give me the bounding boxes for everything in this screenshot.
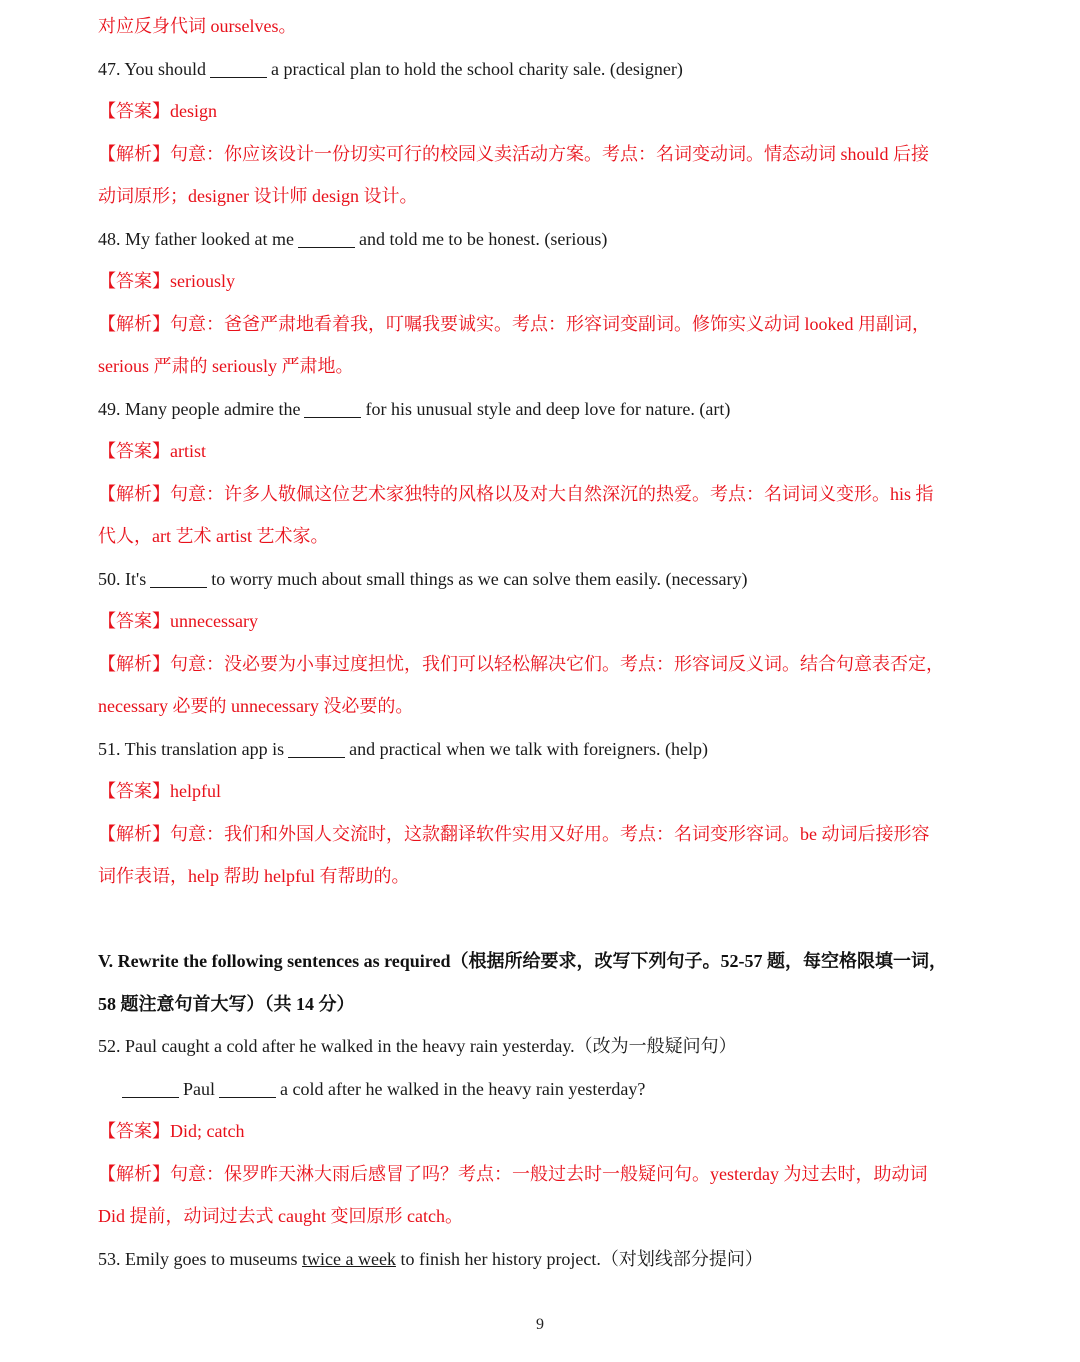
question-52: 52. Paul caught a cold after he walked in the heavy rain yesterday.（改为一般疑问句）	[98, 1036, 737, 1056]
question-50: 50. It's to worry much about small things as we can solve them easily. (necessary)	[98, 568, 748, 589]
question-47: 47. You should a practical plan to hold the school charity sale. (designer)	[98, 58, 683, 79]
analysis-48-line1: 【解析】句意：爸爸严肃地看着我，叮嘱我要诚实。考点：形容词变副词。修饰实义动词 looked 用副词，	[98, 313, 930, 334]
answer-blank	[122, 1077, 179, 1098]
question-48: 48. My father looked at me and told me to be honest. (serious)	[98, 228, 608, 249]
analysis-50-line2: necessary 必要的 unnecessary 没必要的。	[98, 696, 414, 716]
section-heading-line2: 58 题注意句首大写）（共 14 分）	[98, 993, 355, 1014]
answer-51: 【答案】helpful	[98, 781, 221, 801]
answer-50: 【答案】unnecessary	[98, 611, 258, 631]
answer-52: 【答案】Did; catch	[98, 1121, 245, 1141]
answer-49: 【答案】artist	[98, 441, 206, 461]
answer-blank	[288, 737, 345, 758]
answer-48: 【答案】seriously	[98, 271, 235, 291]
analysis-47-line2: 动词原形；designer 设计师 design 设计。	[98, 186, 418, 206]
analysis-52-line1: 【解析】句意：保罗昨天淋大雨后感冒了吗？考点：一般过去时一般疑问句。yesterday 为过去时，助动词	[98, 1163, 928, 1184]
question-49: 49. Many people admire the for his unusual style and deep love for nature. (art)	[98, 398, 731, 419]
answer-blank	[210, 57, 267, 78]
question-52-rewrite: Paul a cold after he walked in the heavy rain yesterday?	[98, 1071, 988, 1114]
analysis-49-line2: 代人，art 艺术 artist 艺术家。	[98, 526, 329, 546]
answer-note-line: 对应反身代词 ourselves。	[98, 16, 297, 36]
analysis-52-line2: Did 提前，动词过去式 caught 变回原形 catch。	[98, 1206, 463, 1226]
answer-blank	[219, 1077, 276, 1098]
answer-blank	[298, 227, 355, 248]
answer-blank	[150, 567, 207, 588]
analysis-50-line1: 【解析】句意：没必要为小事过度担忧，我们可以轻松解决它们。考点：形容词反义词。结合句意表否定，	[98, 653, 944, 674]
underlined-phrase: twice a week	[302, 1248, 396, 1269]
analysis-49-line1: 【解析】句意：许多人敬佩这位艺术家独特的风格以及对大自然深沉的热爱。考点：名词词义变形。his 指	[98, 483, 934, 504]
section-heading-line1: V. Rewrite the following sentences as required（根据所给要求，改写下列句子。52-57 题，每空格限填一词，	[98, 951, 947, 971]
analysis-47-line1: 【解析】句意：你应该设计一份切实可行的校园义卖活动方案。考点：名词变动词。情态动词 should 后接	[98, 143, 930, 164]
spacer	[98, 901, 988, 944]
document-page	[98, 8, 988, 1283]
page-number: 9	[536, 1316, 544, 1333]
answer-blank	[304, 397, 361, 418]
answer-47: 【答案】design	[98, 101, 217, 121]
question-53: 53. Emily goes to museums twice a week to finish her history project.（对划线部分提问）	[98, 1248, 763, 1269]
analysis-48-line2: serious 严肃的 seriously 严肃地。	[98, 356, 354, 376]
question-51: 51. This translation app is and practical when we talk with foreigners. (help)	[98, 738, 709, 759]
analysis-51-line2: 词作表语，help 帮助 helpful 有帮助的。	[98, 866, 410, 886]
analysis-51-line1: 【解析】句意：我们和外国人交流时，这款翻译软件实用又好用。考点：名词变形容词。be 动词后接形容	[98, 823, 930, 844]
